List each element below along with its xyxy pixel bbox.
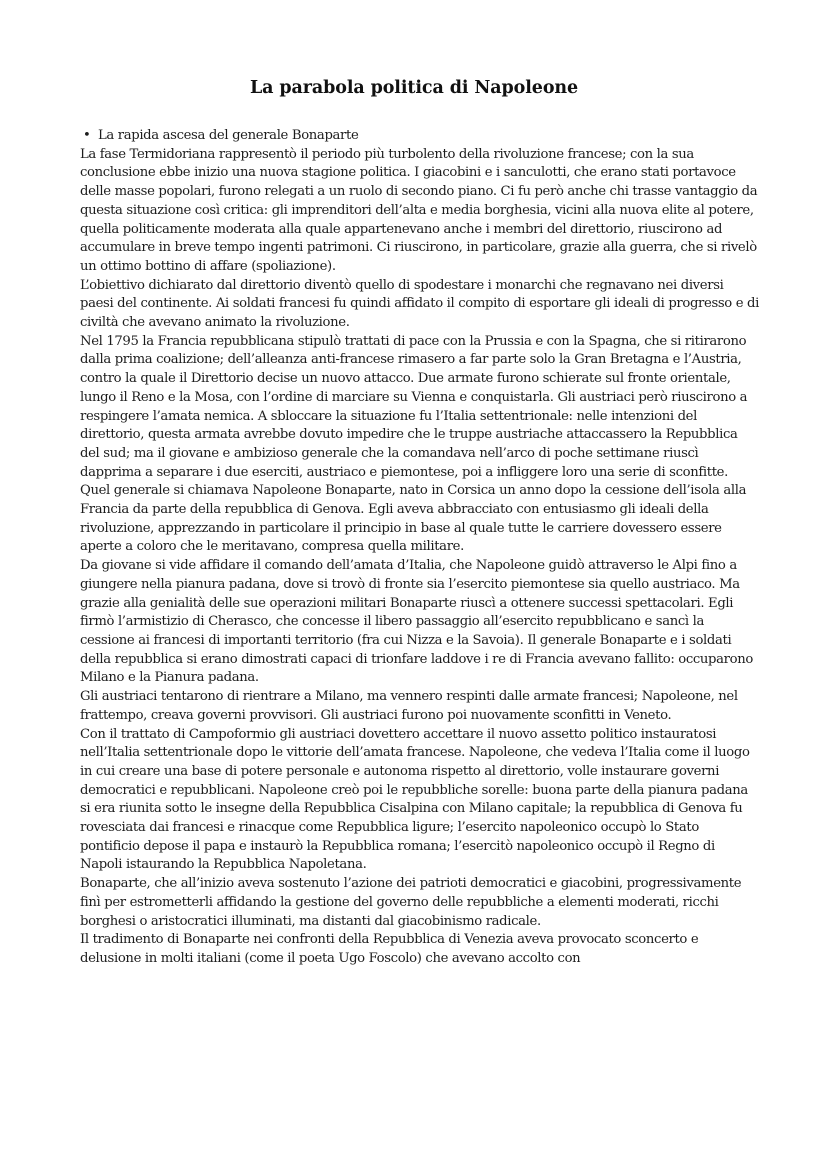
section-heading-text: La rapida ascesa del generale Bonaparte <box>98 128 359 143</box>
paragraph: Con il trattato di Campoformio gli austriaci dovettero accettare il nuovo assetto politico instauratosi nell’Italia settentrionale dopo le vittorie dell’amata francese. Napoleone, che vedeva l’Italia come il luogo in cui creare una base di potere personale e autonoma rispetto al direttorio, volle instaurare governi democratici e repubblicani. Napoleone creò poi le repubbliche sorelle: buona parte della pianura padana si era riunita sotto le insegne della Repubblica Cisalpina con Milano capitale; la repubblica di Genova fu rovesciata dai francesi e rinacque come Repubblica ligure; l’esercito napoleonico occupò lo Stato pontificio depose il papa e instaurò la Repubblica romana; l’esercitò napoleonico occupò il Regno di Napoli istaurando la Repubblica Napoletana. <box>80 726 750 873</box>
paragraph: L’obiettivo dichiarato dal direttorio diventò quello di spodestare i monarchi che regnavano nei diversi paesi del continente. Ai soldati francesi fu quindi affidato il compito di esportare gli ideali di progresso e di civiltà che avevano animato la rivoluzione. <box>80 277 759 331</box>
document-title: La parabola politica di Napoleone <box>249 78 579 98</box>
paragraph: Da giovane si vide affidare il comando dell’amata d’Italia, che Napoleone guidò attraverso le Alpi fino a giungere nella pianura padana, dove si trovò di fronte sia l’esercito piemontese sia quello austriaco. Ma grazie alla genialità delle sue operazioni militari Bonaparte riuscì a ottenere successi spettacolari. Egli firmò l’armistizio di Cherasco, che concesse il libero passaggio all’esercito repubblicano e sancì la cessione ai francesi di importanti territorio (fra cui Nizza e la Savoia). Il generale Bonaparte e i soldati della repubblica si erano dimostrati capaci di trionfare laddove i re di Francia avevano fallito: occuparono Milano e la Pianura padana. <box>80 558 753 686</box>
section-heading <box>80 127 760 146</box>
paragraph: Quel generale si chiamava Napoleone Bonaparte, nato in Corsica un anno dopo la cessione dell’isola alla Francia da parte della repubblica di Genova. Egli aveva abbracciato con entusiasmo gli ideali della rivoluzione, apprezzando in particolare il principio in base al quale tutte le carriere dovessero essere aperte a coloro che le meritavano, compresa quella militare. <box>80 483 747 555</box>
paragraph: Nel 1795 la Francia repubblicana stipulò trattati di pace con la Prussia e con la Spagna, che si ritirarono dalla prima coalizione; dell’alleanza anti-francese rimasero a far parte solo la Gran Bretagna e l’Austria, contro la quale il Direttorio decise un nuovo attacco. Due armate furono schierate sul fronte orientale, lungo il Reno e la Mosa, con l’ordine di marciare su Vienna e conquistarla. Gli austriaci però riuscirono a respingere l’amata nemica. A sbloccare la situazione fu l’Italia settentrionale: nelle intenzioni del direttorio, questa armata avrebbe dovuto impedire che le truppe austriache attaccassero la Repubblica del sud; ma il giovane e ambizioso generale che la comandava nell’arco di poche settimane riuscì dapprima a separare i due eserciti, austriaco e piemontese, poi a infliggere loro una serie di sconfitte. <box>80 333 748 480</box>
bullet-icon: • <box>83 128 91 143</box>
paragraph: Bonaparte, che all’inizio aveva sostenuto l’azione dei patrioti democratici e giacobini, progressivamente finì per estrometterli affidando la gestione del governo delle repubbliche a elementi moderati, ricchi borghesi o aristocratici illuminati, ma distanti dal giacobinismo radicale. <box>80 876 742 929</box>
paragraph: Il tradimento di Bonaparte nei confronti della Repubblica di Venezia aveva provocato sconcerto e delusione in molti italiani (come il poeta Ugo Foscolo) che avevano accolto con <box>80 932 699 966</box>
paragraph: Gli austriaci tentarono di rientrare a Milano, ma vennero respinti dalle armate francesi; Napoleone, nel frattempo, creava governi provvisori. Gli austriaci furono poi nuovamente sconfitti in Veneto. <box>80 689 738 723</box>
document-body <box>80 127 760 969</box>
paragraph: La fase Termidoriana rappresentò il periodo più turbolento della rivoluzione francese; con la sua conclusione ebbe inizio una nuova stagione politica. I giacobini e i sanculotti, che erano stati portavoce delle masse popolari, furono relegati a un ruolo di secondo piano. Ci fu però anche chi trasse vantaggio da questa situazione così critica: gli imprenditori dell’alta e media borghesia, vicini alla nuova elite al potere, quella politicamente moderata alla quale appartenevano anche i membri del direttorio, riuscirono ad accumulare in breve tempo ingenti patrimoni. Ci riuscirono, in particolare, grazie alla guerra, che si rivelò un ottimo bottino di affare (spoliazione). <box>80 146 758 274</box>
